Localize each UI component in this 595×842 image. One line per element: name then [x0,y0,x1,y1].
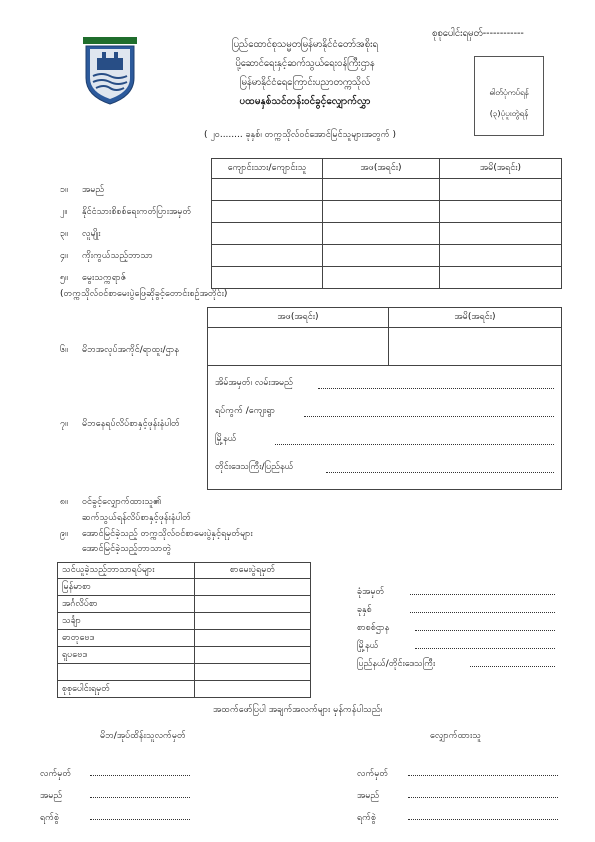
logo-emblem-icon [80,36,140,106]
photo-box-line2: (၃)ပုံပူးတွဲရန် [489,109,529,118]
field-ward-village: ရပ်ကွက် /ကျေးရွာ [215,406,276,416]
subject-myanmar: မြန်မာစာ [58,579,195,596]
table-row [58,664,311,681]
exam-results-label: ၉။ အောင်မြင်ခဲ့သည့် တက္ကသိုလ်ဝင်စာမေးပွဲနှင့်ရမှတ်များ အောင်မြင်ခဲ့သည့်ဘာသာတွဲ [60,529,253,554]
applicant-name-label: အမည် [357,791,380,801]
cell-mother-religion[interactable] [440,245,562,267]
applicant-signature-block [357,763,388,829]
photo-box [474,56,544,136]
cell-father-ethnicity[interactable] [323,223,440,245]
field-township: မြို့နယ် [215,434,237,444]
col-student: ကျောင်းသား/ကျောင်းသူ [212,159,323,179]
guardian-name-line[interactable] [90,797,190,798]
table-row [212,245,562,267]
subject-maths: သင်္ချာ [58,613,195,630]
house-street-line[interactable] [318,388,554,389]
marks-myanmar[interactable] [195,579,311,596]
center-line[interactable] [415,630,555,631]
ward-village-line[interactable] [304,416,554,417]
cell-father-nrc[interactable] [323,201,440,223]
table-row [58,681,311,698]
field-house-street: အိမ်အမှတ်၊ လမ်းအမည် [215,378,293,388]
col-father-occupation: အဖ(အရင်း) [208,308,389,328]
cell-mother-nrc[interactable] [440,201,562,223]
form-subtitle: ( ၂၀........ ခုနှစ်၊ တက္ကသိုလ်ဝင်အောင်မြင်သူများအတွက် ) [203,130,396,140]
table-row [58,613,311,630]
applicant-date-label: ရက်စွဲ [357,813,377,823]
cell-student-name[interactable] [212,179,323,201]
marks-extra[interactable] [195,664,311,681]
table-row [212,179,562,201]
table-row [212,201,562,223]
field-region-state: တိုင်းဒေသကြီး/ပြည်နယ် [215,462,294,472]
township-exam-line[interactable] [415,648,555,649]
personal-info-table [211,158,562,289]
cell-mother-dob[interactable] [440,267,562,289]
declaration-text: အထက်ဖော်ပြပါ အချက်အလက်များ မှန်ကန်ပါသည်၊ [213,705,382,715]
col-father: အဖ(အရင်း) [323,159,440,179]
header-line-government: ပြည်ထောင်စုသမ္မတမြန်မာနိုင်ငံတော်အစိုးရ [232,39,378,50]
cell-father-occupation[interactable] [208,328,389,366]
row-nrc-label: ၂။ နိုင်ငံသားစိစစ်ရေးကတ်ပြားအမှတ် [60,207,192,217]
row-name-label: ၁။ အမည် [60,185,105,195]
col-marks: စာမေးပွဲရမှတ် [195,563,311,579]
table-row [58,579,311,596]
region-state-line[interactable] [326,472,554,473]
cell-mother-ethnicity[interactable] [440,223,562,245]
header-line-university: မြန်မာနိုင်ငံရေကြောင်းပညာတက္ကသိုလ် [239,77,371,88]
exam-roll-no-label: ခုံအမှတ် [357,587,385,597]
cell-mother-name[interactable] [440,179,562,201]
header-line-ministry: ပို့ဆောင်ရေးနှင့်ဆက်သွယ်ရေးဝန်ကြီးဌာန [235,58,375,69]
cell-student-dob[interactable] [212,267,323,289]
table-row [212,267,562,289]
exam-marks-table [57,562,311,698]
cell-student-ethnicity[interactable] [212,223,323,245]
exam-township-label: မြို့နယ် [357,641,379,651]
col-mother: အမိ(အရင်း) [440,159,562,179]
exam-year-label: ခုနှစ် [357,605,372,615]
dob-note: (တက္ကသိုလ်ဝင်စာမေးပွဲဖြေဆိုခွင့်တောင်းစဉ်အတိုင်း) [60,289,228,299]
section1-labels [60,179,191,289]
applicant-signature-label: လက်မှတ် [357,769,389,779]
address-label: ၇။ မိဘနေရပ်လိပ်စာနှင့်ဖုန်းနံပါတ် [60,419,180,429]
total-marks-label: စုစုပေါင်းရမှတ် [58,681,195,698]
guardian-date-line[interactable] [90,819,190,820]
marks-physics[interactable] [195,647,311,664]
total-marks[interactable] [195,681,311,698]
table-row [212,223,562,245]
cell-mother-occupation[interactable] [389,328,562,366]
marks-maths[interactable] [195,613,311,630]
marks-chemistry[interactable] [195,630,311,647]
table-row [58,596,311,613]
year-line[interactable] [410,612,555,613]
applicant-name-line[interactable] [408,797,558,798]
guardian-signature-line[interactable] [90,775,190,776]
table-row [58,630,311,647]
row-religion-label: ၄။ ကိုးကွယ်သည့်ဘာသာ [60,251,153,261]
guardian-signature-heading: မိဘ/အုပ်ထိန်းသူလက်မှတ် [100,731,186,741]
cell-father-religion[interactable] [323,245,440,267]
applicant-date-line[interactable] [408,819,558,820]
university-logo [80,36,140,106]
subject-physics: ရူပဗေဒ [58,647,195,664]
exam-region-label: ပြည်နယ်/တိုင်းဒေသကြီး [357,659,436,669]
row-ethnicity-label: ၃။ လူမျိုး [60,229,101,239]
subject-extra [58,664,195,681]
col-subjects: သင်ယူခဲ့သည့်ဘာသာရပ်များ [58,563,195,579]
guardian-date-label: ရက်စွဲ [40,813,60,823]
applicant-signature-heading: လျှောက်ထားသူ [430,731,481,741]
subject-chemistry: ဓာတုဗေဒ [58,630,195,647]
header [170,35,440,111]
cell-student-nrc[interactable] [212,201,323,223]
cell-student-religion[interactable] [212,245,323,267]
photo-box-line1: ဓါတ်ပုံကပ်ရန် [489,88,529,97]
subject-english: အင်္ဂလိပ်စာ [58,596,195,613]
applicant-contact-label: ၈။ ဝင်ခွင့်လျှောက်ထားသူ၏ ဆက်သွယ်ရန်လိပ်စာနှင့်ဖုန်းနံပါတ် [60,497,191,523]
township-line[interactable] [275,444,554,445]
region-exam-line[interactable] [470,666,555,667]
marks-english[interactable] [195,596,311,613]
table-row [58,647,311,664]
col-mother-occupation: အမိ(အရင်း) [389,308,562,328]
guardian-name-label: အမည် [40,791,63,801]
form-title: ပထမနှစ်သင်တန်းဝင်ခွင့်လျှောက်လွှာ [239,96,371,107]
cell-father-dob[interactable] [323,267,440,289]
row-dob-label: ၅။ မွေးသက္ကရာဇ် [60,273,127,283]
occupation-label: ၆။ မိဘအလုပ်အကိုင်/ရာထူး/ဌာန [60,345,179,355]
total-score-label: စုစုပေါင်းရမှတ်------------ [432,28,524,39]
applicant-signature-line[interactable] [408,775,558,776]
exam-details [357,583,435,673]
roll-no-line[interactable] [410,594,555,595]
exam-center-label: စာစစ်ဌာန [357,623,390,633]
guardian-signature-block [40,763,71,829]
cell-father-name[interactable] [323,179,440,201]
guardian-signature-label: လက်မှတ် [40,769,72,779]
